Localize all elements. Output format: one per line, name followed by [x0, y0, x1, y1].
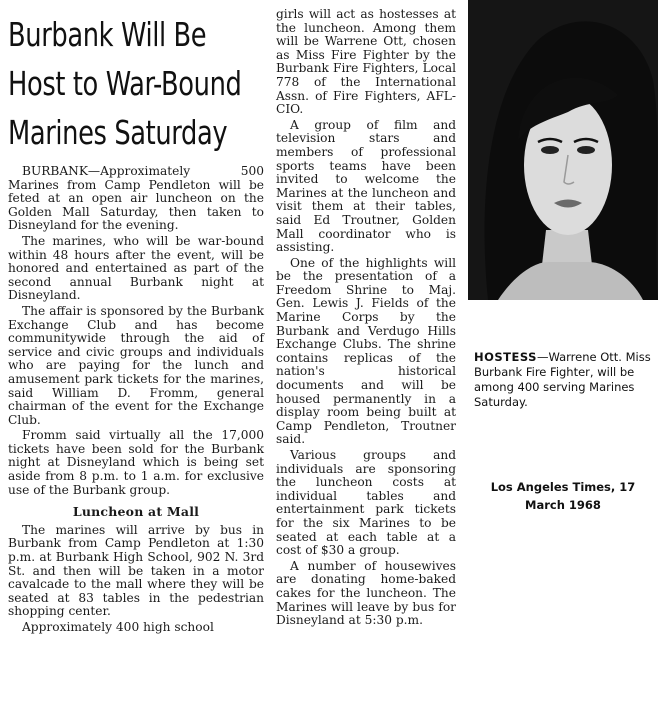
paragraph: Fromm said virtually all the 17,000 tickets have been sold for the Burbank night at Disneyland which is being set aside from 8 p.m. to 1 a.m. for exclusive use of the Burbank group. — [8, 428, 264, 497]
paragraph: BURBANK—Approximately 500 Marines from Camp Pendleton will be feted at an open air luncheon on the Golden Mall Saturday, then taken to Disneyland for the evening. — [8, 164, 264, 233]
caption-text: —Warrene Ott. Miss Burbank Fire Fighter, will be among 400 serving Marines Saturday. — [474, 350, 651, 409]
photo-caption — [468, 350, 658, 410]
paragraph: Approximately 400 high school — [22, 620, 214, 634]
article-column-2 — [276, 0, 456, 630]
paragraph: The affair is sponsored by the Burbank Exchange Club and has become communitywide through the aid of service and civic groups and individuals who are paying for the lunch and amusement park tickets for the marines, said William D. Fromm, general chairman of the event for the Exchange Club. — [8, 303, 264, 427]
headline-line: Marines Saturday — [8, 113, 228, 152]
credit-line: Los Angeles Times, 17 — [490, 480, 636, 494]
article-column-1 — [8, 0, 264, 637]
headline-line: Host to War-Bound — [8, 64, 242, 103]
caption-lead: HOSTESS — [474, 350, 537, 364]
paragraph: The marines will arrive by bus in Burbank from Camp Pendleton at 1:30 p.m. at Burbank High School, 902 N. 3rd St. and then will be taken in a motor cavalcade to the mall where they will be seated at 83 tables in the pedestrian shopping center. — [8, 522, 264, 619]
portrait-illustration — [468, 0, 658, 300]
hostess-photo — [468, 0, 658, 300]
source-credit — [468, 478, 658, 514]
headline-line: Burbank Will Be — [8, 15, 207, 54]
article-body-2 — [276, 0, 456, 628]
paragraph: The marines, who will be war-bound within 48 hours after the event, will be honored and entertained as part of the second annual Burbank night at Disneyland. — [8, 233, 264, 303]
paragraph: A number of housewives are donating home-baked cakes for the luncheon. The Marines will leave by bus for Disneyland at 5:30 p.m. — [276, 558, 456, 628]
subhead: Luncheon at Mall — [72, 504, 200, 520]
paragraph: One of the highlights will be the presentation of a Freedom Shrine to Maj. Gen. Lewis J. Fields of the Marine Corps by the Burbank and Verdugo Hills Exchange Clubs. The shrine contains replicas of the nation's historical documents and will be housed permanently in a display room being built at Camp Pendleton, Troutner said. — [276, 255, 456, 447]
headline — [8, 10, 265, 157]
photo-column — [468, 0, 658, 514]
paragraph: girls will act as hostesses at the luncheon. Among them will be Warrene Ott, chosen as Miss Fire Fighter by the Burbank Fire Fighters, Local 778 of the International Assn. of Fire Fighters, AFL-CIO. — [276, 7, 456, 117]
paragraph: A group of film and television stars and members of professional sports teams have been invited to welcome the Marines at the luncheon and visit them at their tables, said Ed Troutner, Golden Mall coordinator who is assisting. — [276, 117, 456, 255]
article-body-1 — [8, 165, 264, 635]
credit-line: March 1968 — [525, 498, 601, 512]
paragraph: Various groups and individuals are sponsoring the luncheon costs at individual tables and entertainment park tickets for the six Marines to be seated at each table at a cost of $30 a group. — [276, 448, 456, 558]
